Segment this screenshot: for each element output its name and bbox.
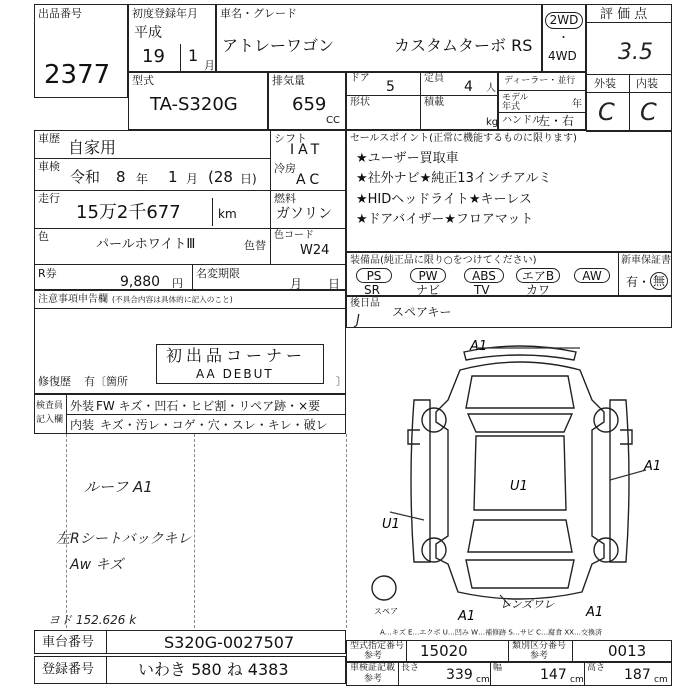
width-unit: cm: [570, 675, 584, 685]
inspection-year: 8: [116, 168, 126, 186]
fuel-value: ガソリン: [276, 206, 332, 222]
car-diagram: [360, 330, 680, 630]
equipment-label: 装備品(純正品に限り○をつけてください): [350, 255, 537, 266]
spare-tire: [372, 576, 396, 600]
diagram-a1-bl: A1: [458, 609, 476, 624]
repair-value: 有〔箇所: [84, 375, 128, 388]
color-code-value: W24: [300, 243, 330, 258]
dim-divider: [398, 662, 399, 686]
sales-point-4: ★ドアバイザー★フロアマット: [356, 212, 534, 227]
fuel-label: 燃料: [274, 192, 296, 205]
color-code-divider: [270, 228, 271, 264]
car-hood: [466, 376, 574, 408]
spare-label: スペア: [374, 607, 398, 616]
color-value: パールホワイトⅢ: [96, 237, 196, 252]
inspection-month: 1: [168, 168, 178, 186]
load-label: 積載: [424, 97, 444, 108]
diagram-a1-br: A1: [586, 605, 604, 620]
dealer-label: ディーラー・並行: [504, 76, 576, 86]
history-value: 自家用: [68, 138, 117, 157]
doors-divider: [420, 72, 421, 130]
car-rear: [466, 560, 574, 588]
km-divider: [212, 198, 213, 226]
repaint-label: 色替: [244, 239, 266, 252]
recycle-divider: [192, 264, 193, 290]
warranty-dot: ・: [638, 275, 651, 289]
inspector-int-kind: 内装: [70, 418, 95, 432]
kg-unit: kg: [486, 117, 499, 128]
type-num-sub: 参考: [364, 651, 383, 661]
notes-sub: (不具合内容は具体的に記入のこと): [112, 296, 233, 305]
equip-code-3: ABS: [464, 268, 504, 283]
diagram-u1-center: U1: [510, 479, 528, 494]
inspection-label: 車検: [38, 160, 60, 173]
width-label: 幅: [493, 663, 503, 673]
shift-label: シフト: [274, 132, 307, 145]
wheel-fr: [594, 408, 618, 432]
notes-label: 注意事項申告欄: [38, 294, 108, 305]
warranty-yes: 有: [626, 275, 639, 289]
displacement-value: 659: [292, 94, 327, 115]
model-value: TA-S320G: [150, 94, 238, 115]
seats-label: 定員: [424, 73, 444, 84]
color-code-label: 色コード: [274, 230, 314, 241]
car-rear-window: [468, 520, 572, 552]
sales-point-1: ★ユーザー買取車: [356, 151, 459, 166]
month-unit: 月: [204, 59, 215, 72]
wheel-rr: [594, 538, 618, 562]
history-line-2: [34, 190, 270, 191]
dealer-line: [498, 90, 586, 91]
hand-note-3: Aw キズ: [70, 557, 124, 573]
drive-2wd: 2WD: [545, 12, 583, 29]
handle-label: ハンドル: [502, 115, 542, 126]
class-num-label: 類別区分番号: [512, 641, 567, 651]
nav-deadline-label: 名変期限: [196, 267, 240, 280]
ext-int-line: [586, 92, 672, 93]
type-num-divider: [406, 640, 407, 662]
doors-mid-line: [346, 95, 498, 96]
nav-month: 月: [290, 277, 303, 291]
displacement-label: 排気量: [272, 74, 305, 87]
length-unit: cm: [476, 675, 490, 685]
diagram-a1-right: A1: [644, 459, 662, 474]
inspector-label-bottom: 記入欄: [36, 415, 64, 425]
sales-points-label: セールスポイント(正常に機能するものに限ります): [350, 133, 577, 144]
debut-title: 初出品コーナー: [166, 346, 307, 365]
class-num-divider: [508, 640, 509, 662]
accessories-value: スペアキー: [392, 305, 452, 319]
height-divider: [584, 662, 585, 686]
chassis-divider: [106, 630, 107, 654]
color-label: 色: [38, 230, 49, 243]
diagram-a1-top: A1: [470, 339, 488, 354]
interior-label: 内装: [636, 77, 658, 90]
hand-note-1: ルーフ A1: [84, 478, 153, 496]
model-label: 型式: [132, 74, 154, 87]
model-year-unit: 年: [572, 99, 582, 110]
dim-label: 車検証記載: [350, 663, 396, 673]
accessories-label: 後日品: [350, 298, 380, 309]
diagram-u1-left: U1: [382, 517, 400, 532]
equip-name-4: カワ: [526, 283, 551, 297]
exterior-grade: C: [598, 98, 615, 126]
accessories-mark: J: [356, 313, 360, 328]
exterior-label: 外装: [594, 77, 616, 90]
drive-4wd: 4WD: [548, 49, 577, 63]
debut-en: AA DEBUT: [196, 367, 274, 381]
fuel-line: [270, 190, 346, 191]
equip-code-1: PS: [356, 268, 392, 283]
history-divider: [270, 130, 271, 230]
history-line-3: [34, 228, 346, 229]
height-label: 高さ: [587, 663, 606, 673]
mileage-value: 15万2千677: [76, 202, 181, 223]
equip-code-4: エアB: [516, 268, 560, 283]
doors-value: 5: [386, 79, 395, 95]
warranty-label: 新車保証書: [621, 255, 671, 266]
plate-value: いわき 580 ね 4383: [138, 660, 289, 679]
width-value: 147: [540, 667, 567, 683]
inspector-label-top: 検査員: [36, 401, 64, 411]
type-num-label: 型式指定番号: [350, 641, 405, 651]
first-reg-label: 初度登録年月: [132, 7, 198, 20]
class-num-sub: 参考: [530, 651, 549, 661]
reg-month: 1: [188, 46, 199, 65]
equip-code-2: PW: [410, 268, 446, 283]
hand-col-2: [194, 434, 195, 628]
warranty-divider: [618, 252, 619, 296]
mileage-label: 走行: [38, 192, 60, 205]
type-num-value: 15020: [420, 642, 468, 660]
sales-point-2: ★社外ナビ★純正13インチアルミ: [356, 171, 552, 186]
recycle-value: 9,880: [120, 274, 161, 290]
car-windshield: [468, 414, 572, 432]
lot-label: 出品番号: [38, 7, 82, 20]
yen-unit: 円: [172, 277, 183, 290]
history-line-4: [34, 264, 346, 265]
name-label: 車名・グレード: [220, 7, 297, 20]
body-label: 形状: [350, 97, 370, 108]
equip-name-2: ナビ: [416, 283, 441, 297]
era: 平成: [134, 25, 162, 41]
height-unit: cm: [654, 675, 668, 685]
repair-label: 修復歴: [38, 375, 71, 388]
recycle-label: R券: [38, 267, 57, 280]
wheel-fl: [422, 408, 446, 432]
km-unit: km: [218, 207, 237, 221]
warranty-no: 無: [650, 272, 668, 290]
wheel-rl: [422, 538, 446, 562]
damage-legend: A…キズ E…エクボ U…凹み W…補修跡 S…サビ C…腐食 XX…交換済: [380, 629, 603, 638]
diagram-note: レンズワレ: [500, 598, 555, 611]
equip-name-1: SR: [364, 283, 380, 297]
grade: カスタムターボ RS: [394, 36, 533, 55]
dealer-line-2: [498, 112, 586, 113]
inspector-ext-items: FW キズ・凹石・ヒビ割・リペア跡・×要: [96, 399, 321, 413]
nav-day: 日: [328, 277, 341, 291]
length-value: 339: [446, 667, 473, 683]
car-roof: [474, 436, 566, 510]
plate-label: 登録番号: [42, 662, 95, 677]
plate-divider: [106, 656, 107, 684]
rating-line: [586, 22, 672, 23]
shift-value: IAT: [290, 142, 324, 158]
inspection-day: (28: [208, 168, 233, 186]
drive-dot: ・: [558, 31, 569, 44]
seats-unit: 人: [486, 83, 496, 94]
history-line-1: [34, 158, 270, 159]
notes-line: [34, 308, 346, 309]
ac-label: 冷房: [274, 162, 296, 175]
car-name: アトレーワゴン: [222, 36, 335, 55]
handle-value: 左・右: [538, 114, 575, 128]
lot-number: 2377: [44, 60, 111, 90]
seats-value: 4: [464, 79, 473, 95]
doors-label: ドア: [350, 73, 370, 84]
car-right-side: [610, 400, 629, 562]
width-divider: [490, 662, 491, 686]
height-value: 187: [624, 667, 651, 683]
sales-points-box: [346, 130, 672, 252]
hand-note-4: ヨド 152.626 k: [48, 613, 137, 627]
reg-divider: [180, 44, 181, 72]
model-year-label: モデル年式: [502, 93, 529, 112]
repair-close: 〕: [336, 375, 347, 388]
cc-unit: CC: [326, 115, 340, 126]
inspection-month-unit: 月: [186, 172, 199, 186]
dim-sub: 参考: [364, 674, 383, 684]
reg-year: 19: [142, 46, 165, 67]
sales-point-3: ★HIDヘッドライト★キーレス: [356, 192, 532, 207]
interior-grade: C: [640, 98, 657, 126]
equip-name-3: TV: [474, 283, 490, 297]
hand-col-3: [346, 434, 347, 628]
inspection-day-unit: 日): [240, 172, 257, 186]
chassis-label: 車台番号: [42, 635, 95, 650]
class-num-value: 0013: [608, 642, 647, 660]
history-label: 車歴: [38, 132, 60, 145]
equip-code-5: AW: [574, 268, 610, 283]
rating-value: 3.5: [618, 40, 653, 65]
inspector-line: [66, 414, 346, 415]
inspection-era: 令和: [70, 168, 101, 186]
ac-value: AC: [296, 172, 324, 188]
inspector-int-items: キズ・汚レ・コゲ・穴・スレ・キレ・破レ: [100, 418, 328, 432]
class-num-divider-2: [572, 640, 573, 662]
rating-label: 評 価 点: [600, 7, 648, 22]
car-left-side: [411, 400, 430, 562]
chassis-value: S320G-0027507: [164, 633, 295, 652]
inspector-ext-kind: 外装: [70, 399, 95, 413]
length-label: 長さ: [401, 663, 420, 673]
ext-int-divider: [629, 74, 630, 132]
inspection-year-unit: 年: [136, 172, 149, 186]
hand-note-2: 左Rシートバックキレ: [56, 531, 192, 547]
